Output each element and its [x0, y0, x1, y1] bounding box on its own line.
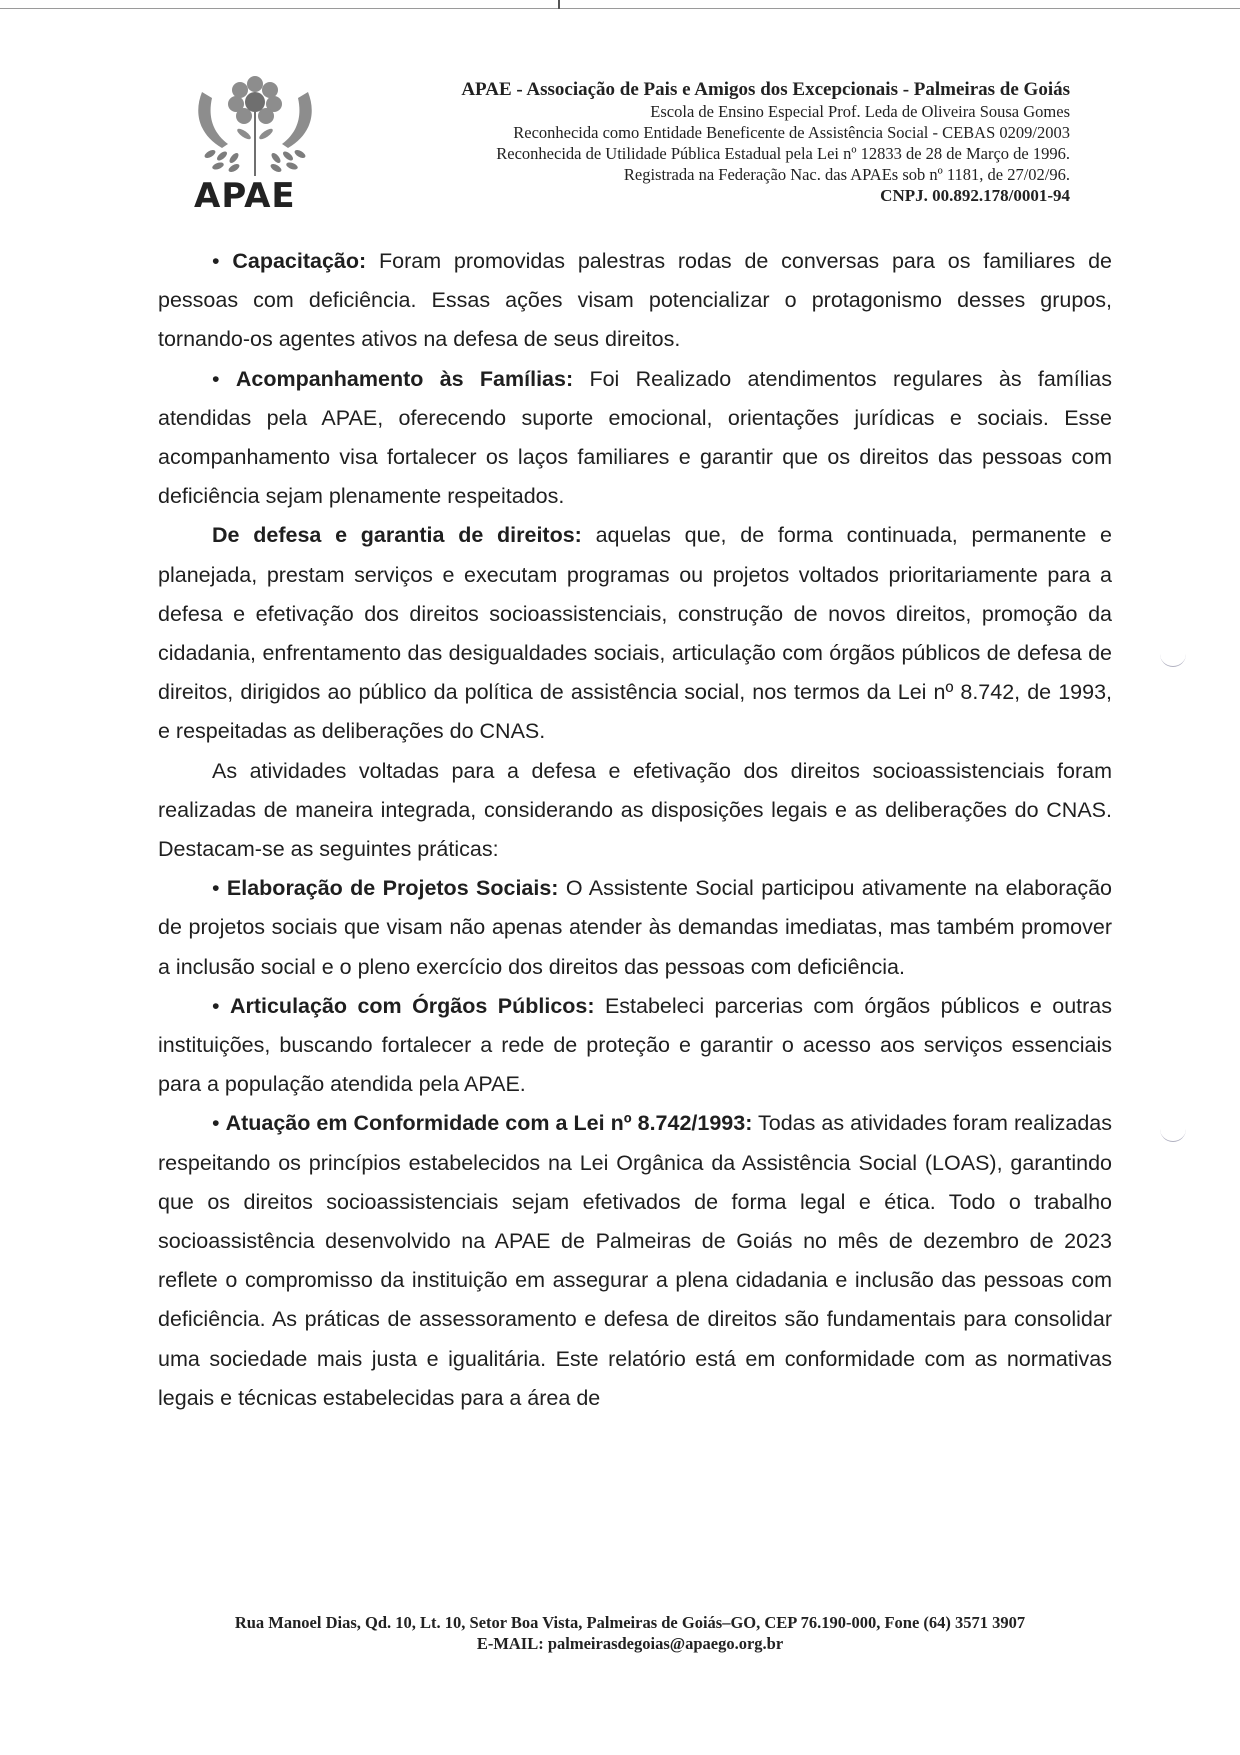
- paragraph-lead: Atuação em Conformidade com a Lei nº 8.742/1993:: [225, 1111, 753, 1136]
- paragraph-atividades: [158, 752, 1112, 870]
- paragraph-conformidade-lei: [158, 1104, 1112, 1418]
- logo-text: APAE: [194, 176, 296, 216]
- paragraph-acompanhamento: [158, 360, 1112, 517]
- bullet: •: [212, 993, 220, 1018]
- footer-address: Rua Manoel Dias, Qd. 10, Lt. 10, Setor Boa Vista, Palmeiras de Goiás–GO, CEP 76.190-000, Fone (64) 3571 3907: [234, 1613, 1026, 1632]
- organization-name: APAE - Associação de Pais e Amigos dos Excepcionais - Palmeiras de Goiás: [461, 79, 1070, 100]
- paragraph-lead: Capacitação:: [232, 249, 367, 273]
- paper-mark: [1160, 1115, 1186, 1142]
- paragraph-projetos-sociais: [158, 869, 1112, 987]
- scan-edge-mark: [558, 0, 560, 9]
- paper-mark: [1160, 640, 1186, 667]
- paragraph-capacitacao: [158, 242, 1112, 360]
- paragraph-text: Foi Realizado atendimentos regulares às famílias atendidas pela APAE, oferecendo suporte emocional, orientações jurídicas e sociais. Esse acompanhamento visa fortalecer os laços familiares e garantir que os direitos das pessoas com deficiência sejam plenamente respeitados.: [158, 366, 1112, 509]
- letterhead-line: Reconhecida de Utilidade Pública Estadual pela Lei nº 12833 de 28 de Março de 1996.: [496, 144, 1070, 163]
- flower-hands-icon: [190, 72, 320, 177]
- cnpj: CNPJ. 00.892.178/0001-94: [880, 186, 1070, 205]
- letterhead-footer: [150, 1612, 1110, 1654]
- paragraph-text: Todas as atividades foram realizadas respeitando os princípios estabelecidos na Lei Orgânica da Assistência Social (LOAS), garantindo que os direitos socioassistenciais sejam efetivados de forma legal e ética. Todo o trabalho socioassistência desenvolvido na APAE de Palmeiras de Goiás no mês de dezembro de 2023 reflete o compromisso da instituição em assegurar a plena cidadania e inclusão das pessoas com deficiência. As práticas de assessoramento e defesa de direitos são fundamentais para consolidar uma sociedade mais justa e igualitária. Este relatório está em conformidade com as normativas legais e técnicas estabelecidas para a área de: [158, 1111, 1112, 1410]
- letterhead: [190, 72, 1070, 222]
- paragraph-lead: Elaboração de Projetos Sociais:: [226, 876, 559, 901]
- apae-logo: [190, 72, 320, 222]
- paragraph-text: O Assistente Social participou ativamente na elaboração de projetos sociais que visam não apenas atender às demandas imediatas, mas também promover a inclusão social e o pleno exercício dos direitos das pessoas com deficiência.: [158, 876, 1112, 979]
- paragraph-lead: Articulação com Órgãos Públicos:: [229, 993, 595, 1018]
- paragraph-text: Estabeleci parcerias com órgãos públicos e outras instituições, buscando fortalecer a rede de proteção e garantir o acesso aos serviços essenciais para a população atendida pela APAE.: [158, 993, 1112, 1097]
- bullet: •: [212, 249, 220, 273]
- bullet: •: [212, 1111, 220, 1136]
- document-body: [158, 242, 1112, 1418]
- paragraph-lead: De defesa e garantia de direitos:: [212, 523, 582, 548]
- scan-edge-line: [0, 8, 1240, 9]
- paragraph-orgaos-publicos: [158, 987, 1112, 1105]
- paragraph-text: As atividades voltadas para a defesa e efetivação dos direitos socioassistenciais foram realizadas de maneira integrada, considerando as disposições legais e as deliberações do CNAS. Destacam-se as seguintes práticas:: [158, 758, 1112, 862]
- paragraph-lead: Acompanhamento às Famílias:: [235, 366, 574, 391]
- bullet: •: [212, 876, 220, 901]
- letterhead-info: [461, 78, 1070, 206]
- letterhead-line: Escola de Ensino Especial Prof. Leda de Oliveira Sousa Gomes: [650, 102, 1070, 121]
- letterhead-line: Registrada na Federação Nac. das APAEs sob nº 1181, de 27/02/96.: [623, 165, 1070, 184]
- footer-email: E-MAIL: palmeirasdegoias@apaego.org.br: [476, 1634, 784, 1653]
- letterhead-line: Reconhecida como Entidade Beneficente de Assistência Social - CEBAS 0209/2003: [513, 123, 1070, 142]
- paragraph-defesa-direitos: [158, 516, 1112, 751]
- paragraph-text: aquelas que, de forma continuada, permanente e planejada, prestam serviços e executam programas ou projetos voltados prioritariamente para a defesa e efetivação dos direitos socioassistenciais, construção de novos direitos, promoção da cidadania, enfrentamento das desigualdades sociais, articulação com órgãos públicos de defesa de direitos, dirigidos ao público da política de assistência social, nos termos da Lei nº 8.742, de 1993, e respeitadas as deliberações do CNAS.: [158, 523, 1112, 744]
- paragraph-text: Foram promovidas palestras rodas de conversas para os familiares de pessoas com deficiência. Essas ações visam potencializar o protagonismo desses grupos, tornando-os agentes ativos na defesa de seus direitos.: [158, 249, 1112, 352]
- bullet: •: [212, 366, 220, 391]
